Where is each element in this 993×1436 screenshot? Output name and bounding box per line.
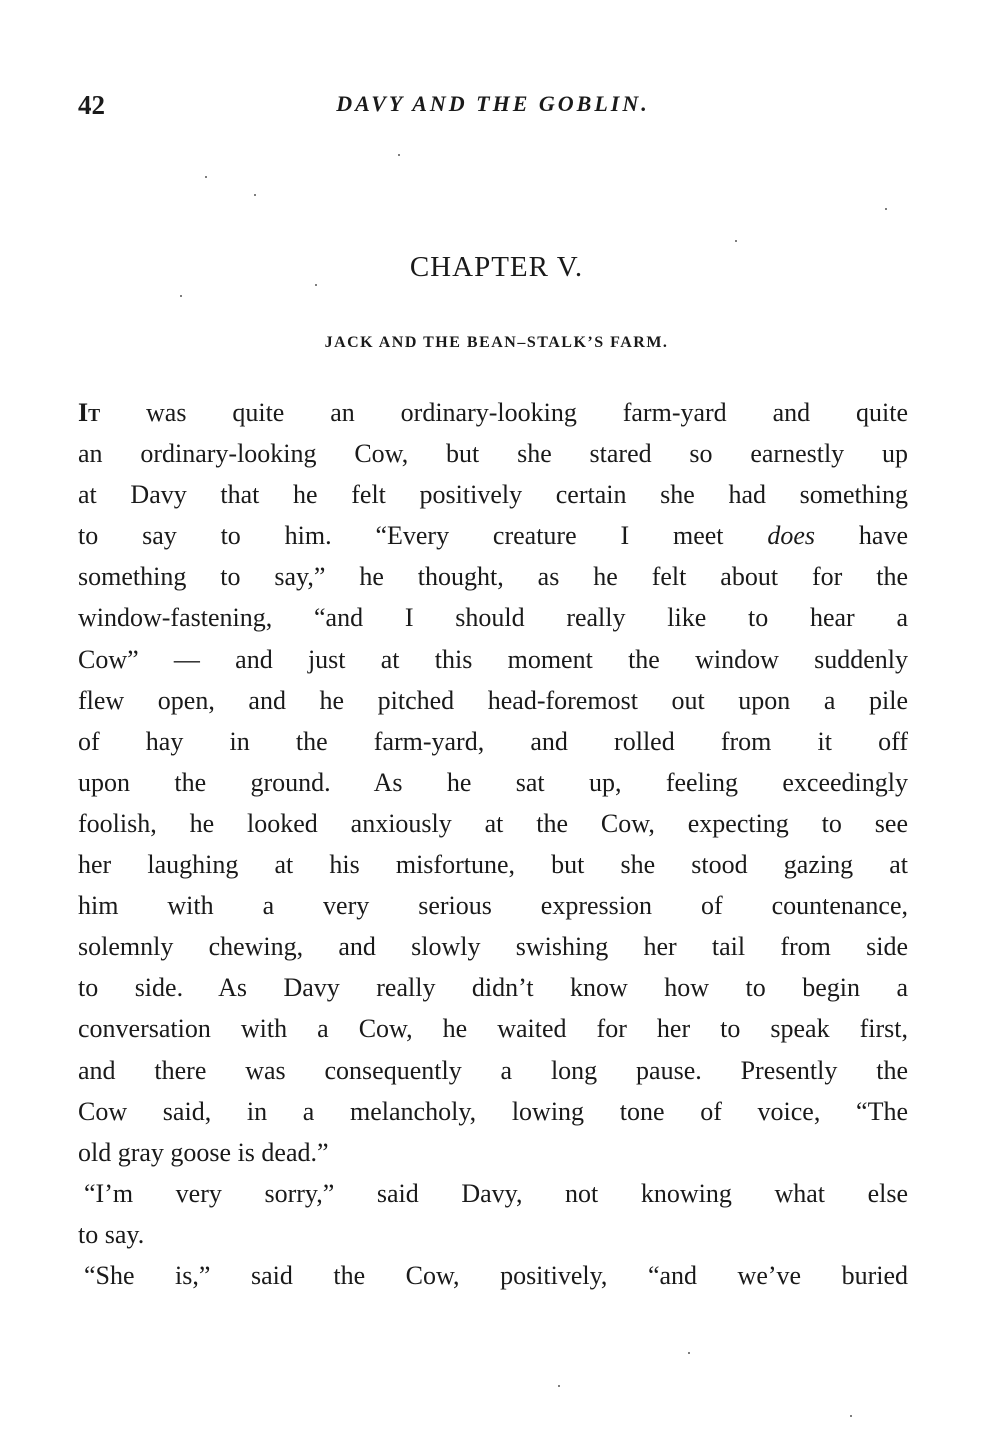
text-line <box>78 1173 908 1214</box>
scan-speck <box>735 240 737 242</box>
chapter-heading: CHAPTER V. <box>409 251 584 283</box>
text-line <box>78 1132 908 1173</box>
text-line <box>78 392 908 433</box>
scan-speck <box>398 154 400 156</box>
text-line <box>78 597 908 638</box>
text-line <box>78 844 908 885</box>
drop-word: It <box>78 398 101 427</box>
line-text: Cow said, in a melancholy, lowing tone of voice, “The <box>78 1096 908 1126</box>
text-line <box>78 1050 908 1091</box>
text-line <box>78 474 908 515</box>
line-text: window-fastening, “and I should really like to hear a <box>78 603 908 633</box>
line-text: flew open, and he pitched head-foremost out upon a pile <box>78 685 908 715</box>
scan-speck <box>180 295 182 297</box>
line-text: conversation with a Cow, he waited for her to speak first, <box>78 1014 908 1044</box>
line-text: “I’m very sorry,” said Davy, not knowing what else <box>84 1178 908 1208</box>
emphasis-word: does <box>767 521 816 551</box>
line-text-after: have <box>815 521 908 551</box>
text-line <box>78 433 908 474</box>
running-head <box>78 90 908 124</box>
scan-speck <box>205 176 207 178</box>
text-line <box>78 556 908 597</box>
text-line <box>78 721 908 762</box>
line-text: and there was consequently a long pause. Presently the <box>78 1055 908 1085</box>
line-text: solemnly chewing, and slowly swishing her tail from side <box>78 932 908 962</box>
text-line <box>78 639 908 680</box>
body-text <box>78 392 908 1296</box>
line-text: old gray goose is dead.” <box>78 1137 329 1167</box>
chapter-subtitle: JACK AND THE BEAN–STALK’S FARM. <box>324 334 669 351</box>
text-line <box>78 762 908 803</box>
text-line <box>78 926 908 967</box>
scan-speck <box>850 1415 852 1417</box>
line-text: her laughing at his misfortune, but she stood gazing at <box>78 850 908 880</box>
line-text: an ordinary-looking Cow, but she stared so earnestly up <box>78 439 908 469</box>
scan-speck <box>254 194 256 196</box>
line-text: him with a very serious expression of countenance, <box>78 891 908 921</box>
line-text: at Davy that he felt positively certain she had something <box>78 480 908 510</box>
line-text: foolish, he looked anxiously at the Cow, expecting to see <box>78 808 908 838</box>
scan-speck <box>885 208 887 210</box>
text-line <box>78 680 908 721</box>
line-text: of hay in the farm-yard, and rolled from it off <box>78 726 908 756</box>
text-line <box>78 885 908 926</box>
text-line <box>78 1214 908 1255</box>
line-text: to say to him. “Every creature I meet <box>78 521 724 551</box>
text-line <box>78 803 908 844</box>
line-text: to say. <box>78 1219 145 1249</box>
line-text: upon the ground. As he sat up, feeling exceedingly <box>78 767 908 797</box>
line-text: Cow” — and just at this moment the window suddenly <box>78 644 908 674</box>
page-number: 42 <box>78 90 105 120</box>
scan-speck <box>558 1385 560 1387</box>
scan-speck <box>315 284 317 286</box>
text-line <box>78 1091 908 1132</box>
text-line <box>78 1255 908 1296</box>
line-text: “She is,” said the Cow, positively, “and we’ve buried <box>84 1260 908 1290</box>
running-title: DAVY AND THE GOBLIN. <box>336 91 650 116</box>
text-line <box>78 967 908 1008</box>
line-text: something to say,” he thought, as he felt about for the <box>78 562 908 592</box>
scan-speck <box>688 1352 690 1354</box>
line-text: to side. As Davy really didn’t know how to begin a <box>78 973 908 1003</box>
text-line <box>78 1008 908 1049</box>
line-text: was quite an ordinary-looking farm-yard and quite <box>100 398 908 427</box>
text-line <box>78 515 908 556</box>
